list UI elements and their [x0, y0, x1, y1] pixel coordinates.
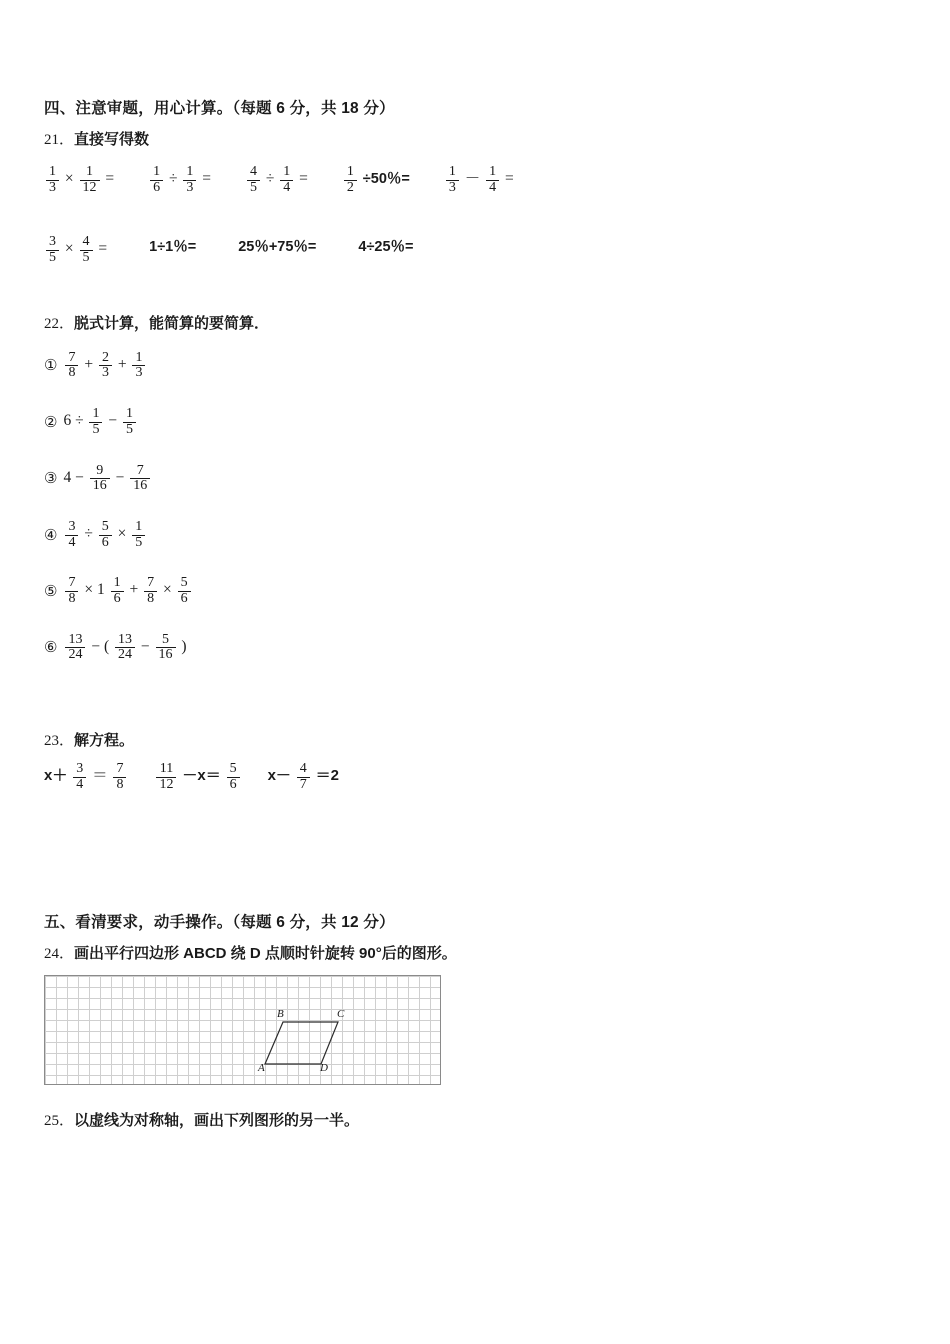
question-22-item — [44, 576, 904, 606]
question-23-number: 23． — [44, 733, 75, 749]
number: 1 — [96, 581, 105, 599]
equals: = — [105, 170, 115, 187]
operator: × — [162, 581, 172, 599]
fraction: $\frac{1}{5}$ — [123, 407, 136, 437]
operator: ÷ — [75, 412, 84, 430]
operator: ÷ — [265, 170, 275, 187]
page-content — [44, 96, 904, 1136]
question-23-equations — [44, 762, 904, 792]
expr-21-2 — [148, 165, 211, 195]
expr-21-5 — [444, 165, 514, 195]
operator: − — [91, 637, 101, 655]
fraction: $\frac{1}{4}$ — [280, 165, 293, 195]
operator: − — [115, 468, 125, 486]
equals: = — [98, 240, 108, 258]
fraction: $\frac{1}{12}$ — [80, 165, 100, 195]
number: 6 — [63, 412, 72, 430]
item-marker: ④ — [44, 527, 58, 544]
question-21-row-2 — [44, 235, 904, 265]
question-21-number: 21． — [44, 132, 75, 148]
expr-21-8: 25％+75％= — [238, 239, 317, 256]
operator-percent: ÷50％= — [362, 171, 410, 187]
question-22-text: 脱式计算，能简算的要简算． — [74, 314, 270, 332]
fraction: $\frac{4}{5}$ — [247, 165, 260, 195]
fraction: $\frac{5}{6}$ — [178, 576, 191, 606]
paren-close: ) — [181, 637, 187, 655]
operator: − — [108, 412, 118, 430]
section-heading-five: 五、看清要求，动手操作。（每题 6 分，共 12 分） — [44, 914, 395, 932]
fraction: $\frac{7}{8}$ — [113, 762, 126, 792]
fraction: $\frac{1}{3}$ — [46, 165, 59, 195]
item-marker: ② — [44, 414, 58, 431]
question-25-number: 25． — [44, 1113, 75, 1130]
question-25-title — [44, 1109, 904, 1130]
item-marker: ③ — [44, 471, 58, 488]
fraction: $\frac{7}{8}$ — [144, 576, 157, 606]
fraction: $\frac{3}{5}$ — [46, 235, 59, 265]
equation-2 — [154, 762, 241, 792]
operator: + — [129, 581, 139, 599]
equation-1 — [44, 762, 128, 792]
fraction: $\frac{13}{24}$ — [115, 633, 135, 663]
expr-21-7: 1÷1％= — [149, 239, 197, 256]
question-21-row-1 — [44, 165, 904, 195]
fraction: $\frac{7}{8}$ — [65, 576, 78, 606]
vertex-label-D: D — [320, 1062, 328, 1075]
operator: − — [140, 637, 150, 655]
question-22-item — [44, 351, 904, 381]
question-22-item — [44, 520, 904, 550]
question-22-title — [44, 312, 904, 333]
question-22-item — [44, 633, 904, 663]
equals: ＝ — [92, 767, 108, 784]
question-23-block — [44, 729, 904, 792]
operator: + — [84, 355, 94, 373]
expression — [63, 407, 138, 437]
fraction: $\frac{1}{4}$ — [486, 165, 499, 195]
grid-figure-parallelogram — [44, 975, 441, 1085]
question-23-title — [44, 729, 904, 750]
question-22-number: 22． — [44, 315, 75, 332]
operator: × — [64, 240, 74, 258]
expr-21-9: 4÷25％= — [358, 239, 414, 256]
fraction: $\frac{4}{7}$ — [297, 762, 310, 792]
fraction: $\frac{1}{3}$ — [132, 351, 145, 381]
question-23-text: 解方程。 — [74, 732, 135, 749]
question-24-title — [44, 942, 904, 963]
operator: × — [117, 524, 127, 542]
number: 4 — [63, 468, 72, 486]
expr-21-1 — [44, 165, 114, 195]
operator: ÷ — [84, 524, 93, 542]
variable-lead: x－ — [267, 767, 291, 784]
fraction: $\frac{1}{5}$ — [132, 520, 145, 550]
vertex-label-B: B — [277, 1008, 284, 1021]
item-marker: ⑤ — [44, 583, 58, 600]
fraction: $\frac{3}{4}$ — [73, 762, 86, 792]
fraction: $\frac{1}{6}$ — [150, 165, 163, 195]
fraction: $\frac{7}{8}$ — [65, 351, 78, 381]
vertex-label-A: A — [258, 1062, 265, 1075]
expression — [63, 464, 152, 494]
section-heading-four: 四、注意审题，用心计算。（每题 6 分，共 18 分） — [44, 100, 395, 117]
fraction: $\frac{9}{16}$ — [90, 464, 110, 494]
fraction: $\frac{1}{3}$ — [183, 165, 196, 195]
operator: + — [117, 355, 127, 373]
operator: − — [75, 468, 84, 486]
fraction: $\frac{3}{4}$ — [65, 520, 78, 550]
paren-open: ( — [103, 637, 110, 655]
fraction: $\frac{5}{6}$ — [99, 520, 112, 550]
fraction: $\frac{1}{6}$ — [111, 576, 124, 606]
operator: ÷ — [169, 170, 178, 187]
question-22-block — [44, 312, 904, 663]
expression — [63, 351, 147, 381]
fraction: $\frac{1}{3}$ — [446, 165, 459, 195]
equals: = — [299, 170, 308, 187]
expr-21-3 — [245, 165, 308, 195]
equals: －x＝ — [182, 767, 221, 784]
operator: × — [64, 170, 74, 187]
question-22-item — [44, 407, 904, 437]
question-21-title — [44, 128, 904, 149]
item-marker: ① — [44, 358, 58, 375]
fraction: $\frac{5}{6}$ — [227, 762, 240, 792]
equals: = — [505, 170, 514, 187]
fraction: $\frac{1}{5}$ — [89, 407, 102, 437]
section-five-block — [44, 910, 904, 1130]
fraction: $\frac{5}{16}$ — [156, 633, 176, 663]
fraction: $\frac{1}{2}$ — [344, 165, 357, 195]
question-22-item — [44, 464, 904, 494]
question-24-text: 画出平行四边形 ABCD 绕 D 点顺时针旋转 90°后的图形。 — [74, 945, 457, 963]
fraction: $\frac{4}{5}$ — [80, 235, 93, 265]
equals: ＝2 — [315, 767, 340, 784]
fraction: $\frac{13}{24}$ — [65, 633, 85, 663]
question-21-text: 直接写得数 — [74, 131, 150, 148]
expr-21-6 — [44, 235, 107, 265]
expr-21-4 — [342, 165, 410, 195]
item-marker: ⑥ — [44, 640, 58, 657]
operator: × — [84, 581, 94, 599]
vertex-label-C: C — [337, 1008, 345, 1021]
question-24-number: 24． — [44, 946, 75, 963]
equation-3 — [268, 762, 339, 792]
expression — [63, 633, 186, 663]
variable-lead: x＋ — [44, 767, 68, 784]
expression — [63, 520, 147, 550]
fraction: $\frac{11}{12}$ — [156, 762, 176, 792]
question-25-text: 以虚线为对称轴，画出下列图形的另一半。 — [74, 1112, 360, 1130]
equals: = — [202, 170, 212, 187]
operator: － — [464, 170, 481, 187]
fraction: $\frac{2}{3}$ — [99, 351, 112, 381]
expression — [63, 576, 192, 606]
fraction: $\frac{7}{16}$ — [130, 464, 150, 494]
parallelogram-shape — [45, 976, 440, 1084]
